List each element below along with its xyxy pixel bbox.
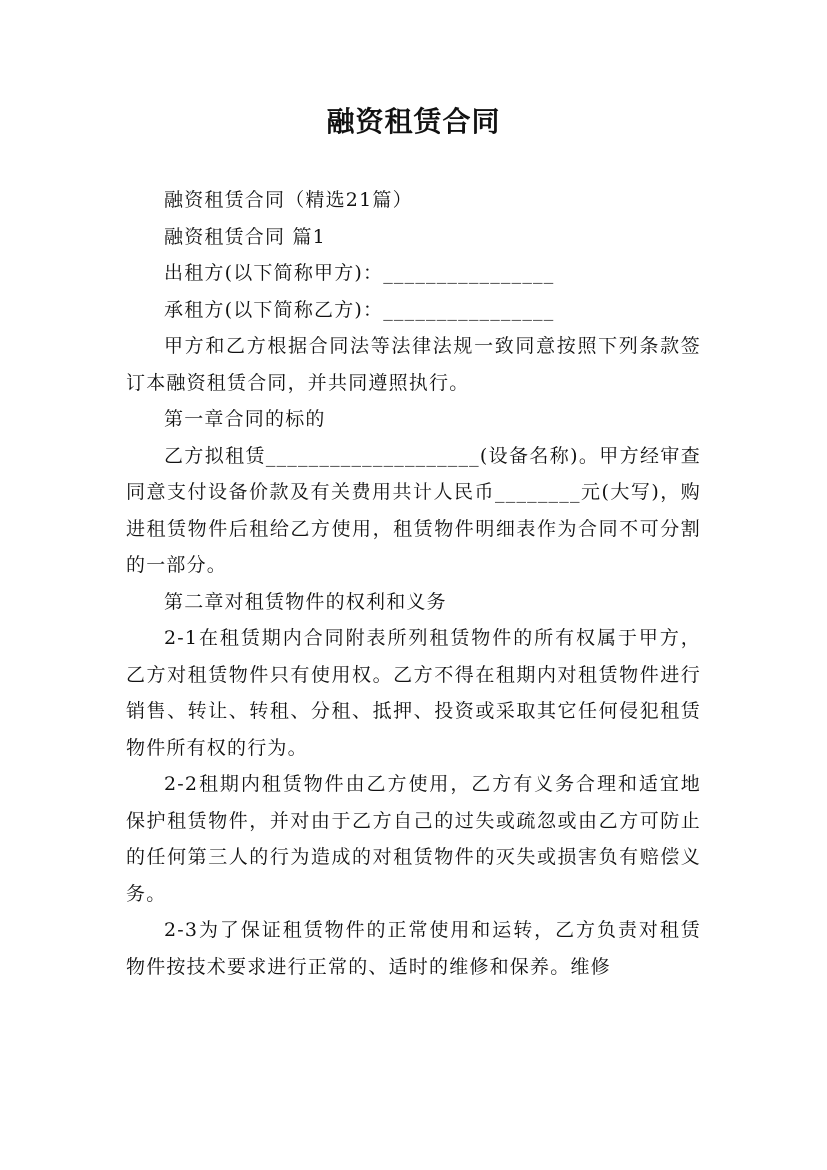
chapter-heading: 第一章合同的标的: [164, 408, 326, 430]
lessee-line: 承租方(以下简称乙方)：________________: [164, 298, 555, 321]
document-title: 融资租赁合同: [326, 105, 501, 138]
clause-paragraph: 2-1在租赁期内合同附表所列租赁物件的所有权属于甲方，乙方对租赁物件只有使用权。乙方不得在租期内对租赁物件进行销售、转让、转租、分租、抵押、投资或采取其它任何侵犯租赁物件所有权的行为。: [126, 627, 701, 759]
section-heading: 融资租赁合同 篇1: [164, 225, 326, 248]
clause-paragraph: 2-2租期内租赁物件由乙方使用，乙方有义务合理和适宜地保护租赁物件，并对由于乙方自己的过失或疏忽或由乙方可防止的任何第三人的行为造成的对租赁物件的灭失或损害负有赔偿义务。: [126, 773, 701, 905]
lessor-line: 出租方(以下简称甲方)：________________: [164, 262, 555, 284]
chapter-heading: 第二章对租赁物件的权利和义务: [164, 590, 447, 613]
body-paragraph: 乙方拟租赁____________________(设备名称)。甲方经审查同意支付设备价款及有关费用共计人民币________元(大写)，购进租赁物件后租给乙方使用，租赁物件明细表作为合同不可分割的一部分。: [126, 444, 701, 576]
subtitle-line: 融资租赁合同（精选21篇）: [164, 189, 413, 211]
preamble-paragraph: 甲方和乙方根据合同法等法律法规一致同意按照下列条款签订本融资租赁合同，并共同遵照执行。: [126, 335, 701, 394]
clause-paragraph: 2-3为了保证租赁物件的正常使用和运转，乙方负责对租赁物件按技术要求进行正常的、适时的维修和保养。维修: [126, 919, 701, 978]
